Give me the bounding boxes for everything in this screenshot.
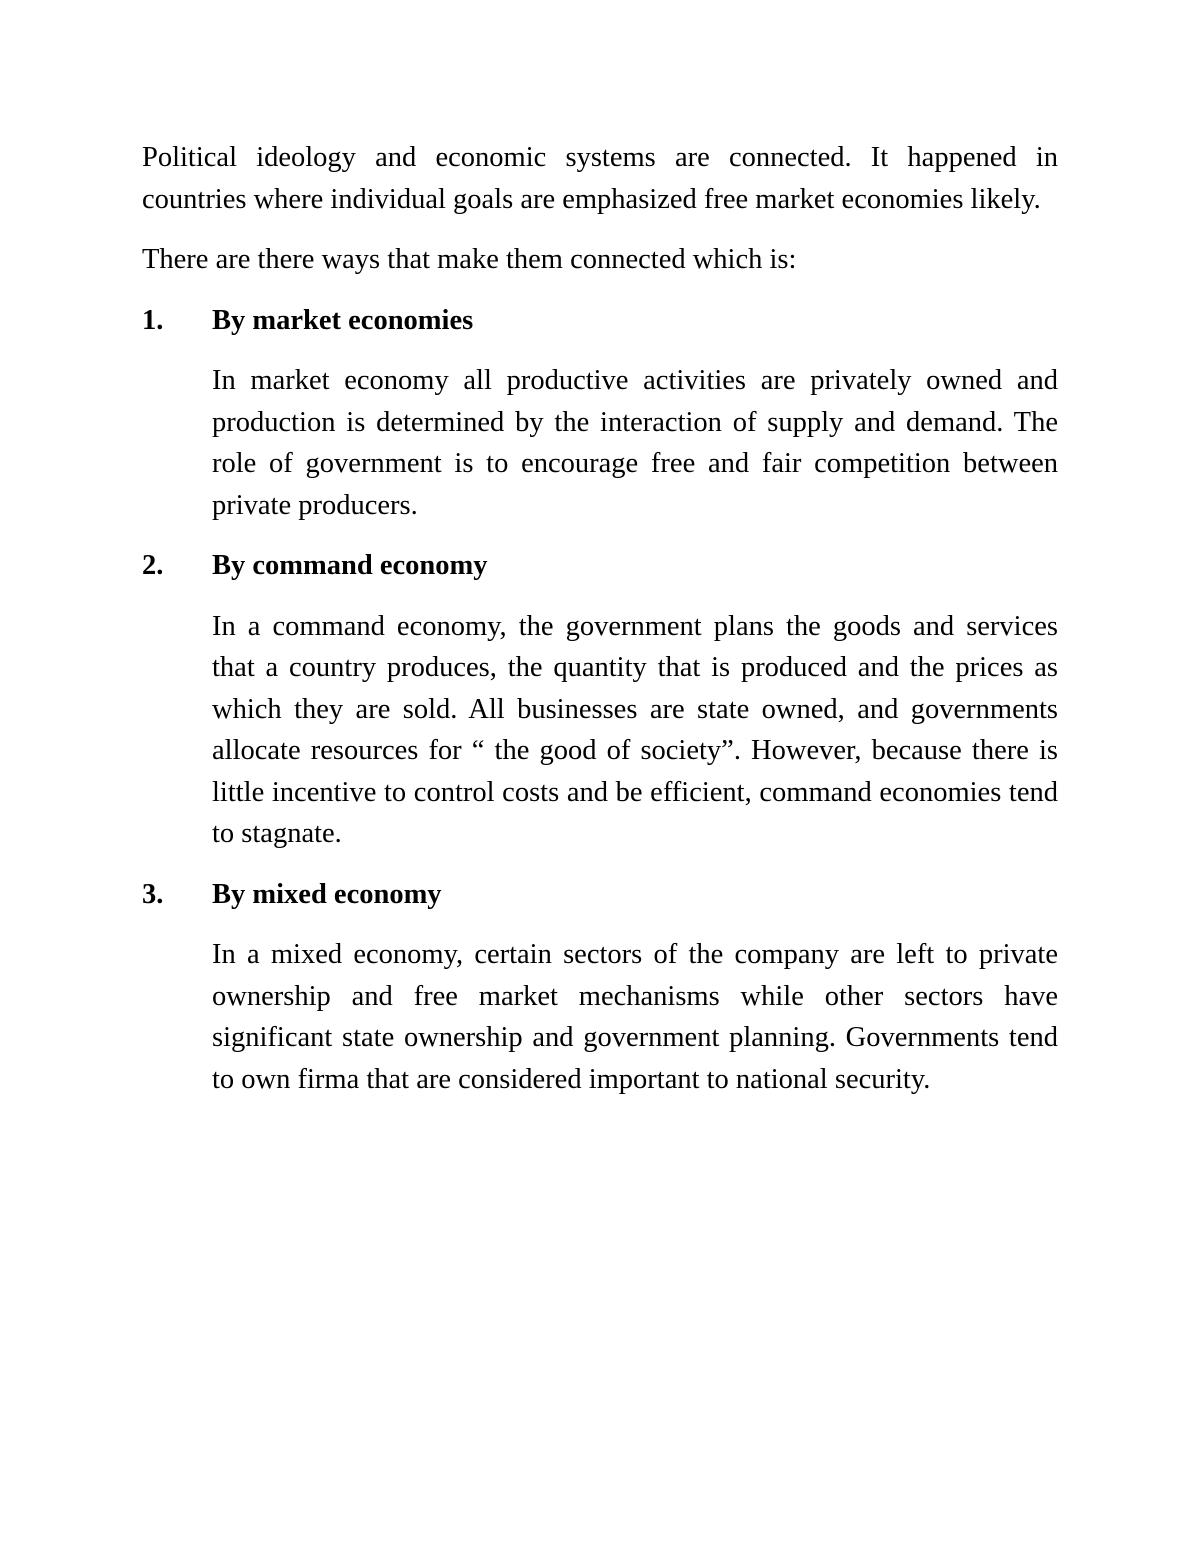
list-item-body-2: In a command economy, the government plans the goods and services that a country produces, the quantity that is produced and the prices as which they are sold. All businesses are state owned, and governments allocate resources for “ the good of society”. However, because there is little incentive to control costs and be efficient, command economies tend to stagnate. <box>212 610 1058 849</box>
list-item-body-1: In market economy all productive activities are privately owned and production is determined by the interaction of supply and demand. The role of government is to encourage free and fair competition between private producers. <box>212 365 1058 521</box>
list-item-heading-1 <box>142 300 1058 342</box>
list-item-title: By mixed economy <box>212 878 442 910</box>
list-item-number: 2. <box>142 550 164 581</box>
list-item-number: 1. <box>142 304 164 336</box>
list-item-heading-2 <box>142 545 1058 587</box>
list-item-title: By command economy <box>212 550 488 581</box>
lead-in-paragraph: There are there ways that make them connected which is: <box>142 244 797 275</box>
list-item-title: By market economies <box>212 304 474 336</box>
list-item-number: 3. <box>142 878 164 910</box>
list-item-body-3: In a mixed economy, certain sectors of the company are left to private ownership and free market mechanisms while other sectors have significant state ownership and government planning. Governments tend to own firma that are considered important to national security. <box>212 939 1058 1095</box>
document-body <box>142 137 1058 1119</box>
intro-paragraph: Political ideology and economic systems are connected. It happened in countries where individual goals are emphasized free market economies likely. <box>142 142 1058 215</box>
list-item-heading-3 <box>142 874 1058 916</box>
